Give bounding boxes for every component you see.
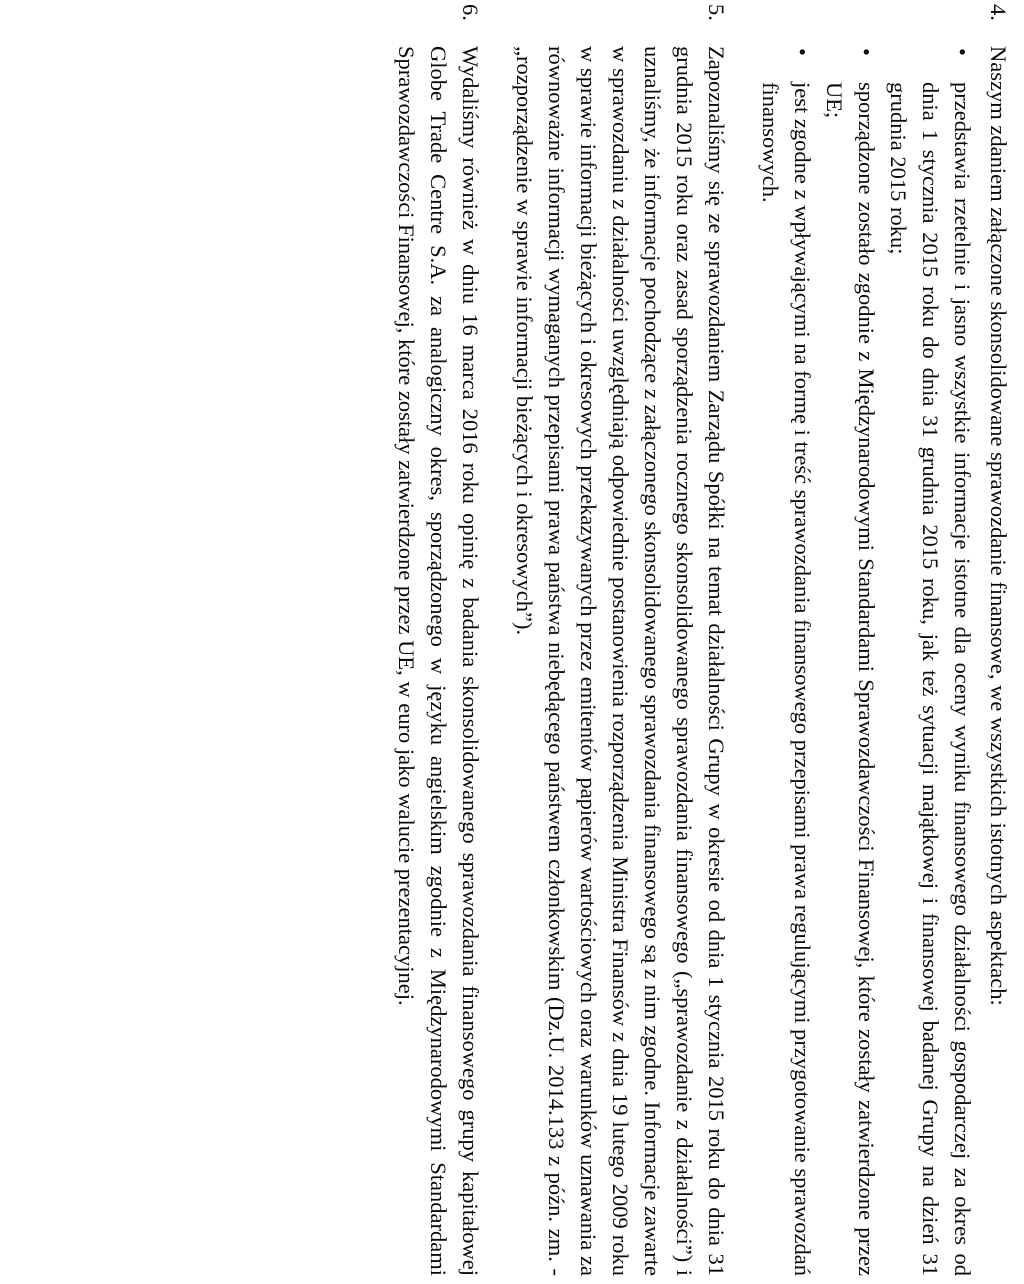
section-6 — [390, 4, 486, 1276]
list-item — [882, 46, 978, 1276]
bullet-icon: • — [790, 48, 815, 56]
section-paragraph: Wydaliśmy również w dniu 16 marca 2016 roku opinię z badania skonsolidowanego sprawozdania finansowego grupy kapitałowej Globe Trade Centre S.A. za analogiczny okres, sporządzonego w języku angielskim zgodnie z Międzynarodowymi Standardami Sprawozdawczości Finansowej, które zostały zatwierdzone przez UE, w euro jako walucie prezentacyjnej. — [394, 46, 483, 1276]
section-number: 5. — [704, 4, 729, 21]
document-body — [368, 4, 1014, 1276]
section-intro: Naszym zdaniem załączone skonsolidowane sprawozdanie finansowe, we wszystkich istotnych aspektach: — [986, 46, 1011, 1006]
bullet-icon: • — [950, 48, 975, 56]
bullet-text: sporządzone zostało zgodnie z Międzynarodowymi Standardami Sprawozdawczości Finansowej, które zostały zatwierdzone przez UE; — [822, 82, 879, 1276]
section-4 — [754, 4, 1014, 1276]
bullet-text: jest zgodne z wpływającymi na formę i treść sprawozdania finansowego przepisami prawa regulującymi przygotowanie sprawozdań finansowych. — [758, 82, 815, 1276]
list-item — [754, 46, 818, 1276]
bullet-icon: • — [854, 48, 879, 56]
section-number: 4. — [986, 4, 1011, 21]
list-item — [818, 46, 882, 1276]
section-paragraph: Zapoznaliśmy się ze sprawozdaniem Zarządu Spółki na temat działalności Grupy w okresie od dnia 1 stycznia 2015 roku do dnia 31 grudnia 2015 roku oraz zasad sporządzenia rocznego skonsolidowanego sprawozdania finansowego („sprawozdanie z działalności”) i uznaliśmy, że informacje pochodzące z załączonego skonsolidowanego sprawozdania finansowego są z nim zgodne. Informacje zawarte w sprawozdaniu z działalności uwzględniają odpowiednie postanowienia rozporządzenia Ministra Finansów z dnia 19 lutego 2009 roku w sprawie informacji bieżących i okresowych przekazywanych przez emitentów papierów wartościowych oraz warunków uznawania za równoważne informacji wymaganych przepisami prawa państwa niebędącego państwem członkowskim (Dz.U. 2014.133 z późn. zm. - „rozporządzenie w sprawie informacji bieżących i okresowych”). — [512, 46, 729, 1276]
section-number: 6. — [458, 4, 483, 21]
bullet-text: przedstawia rzetelnie i jasno wszystkie informacje istotne dla oceny wyniku finansowego działalności gospodarczej za okres od dnia 1 stycznia 2015 roku do dnia 31 grudnia 2015 roku, jak też sytuacji majątkowej i finansowej badanej Grupy na dzień 31 grudnia 2015 roku; — [886, 82, 975, 1276]
opinion-bullet-list — [754, 46, 978, 1276]
section-5 — [508, 4, 732, 1276]
